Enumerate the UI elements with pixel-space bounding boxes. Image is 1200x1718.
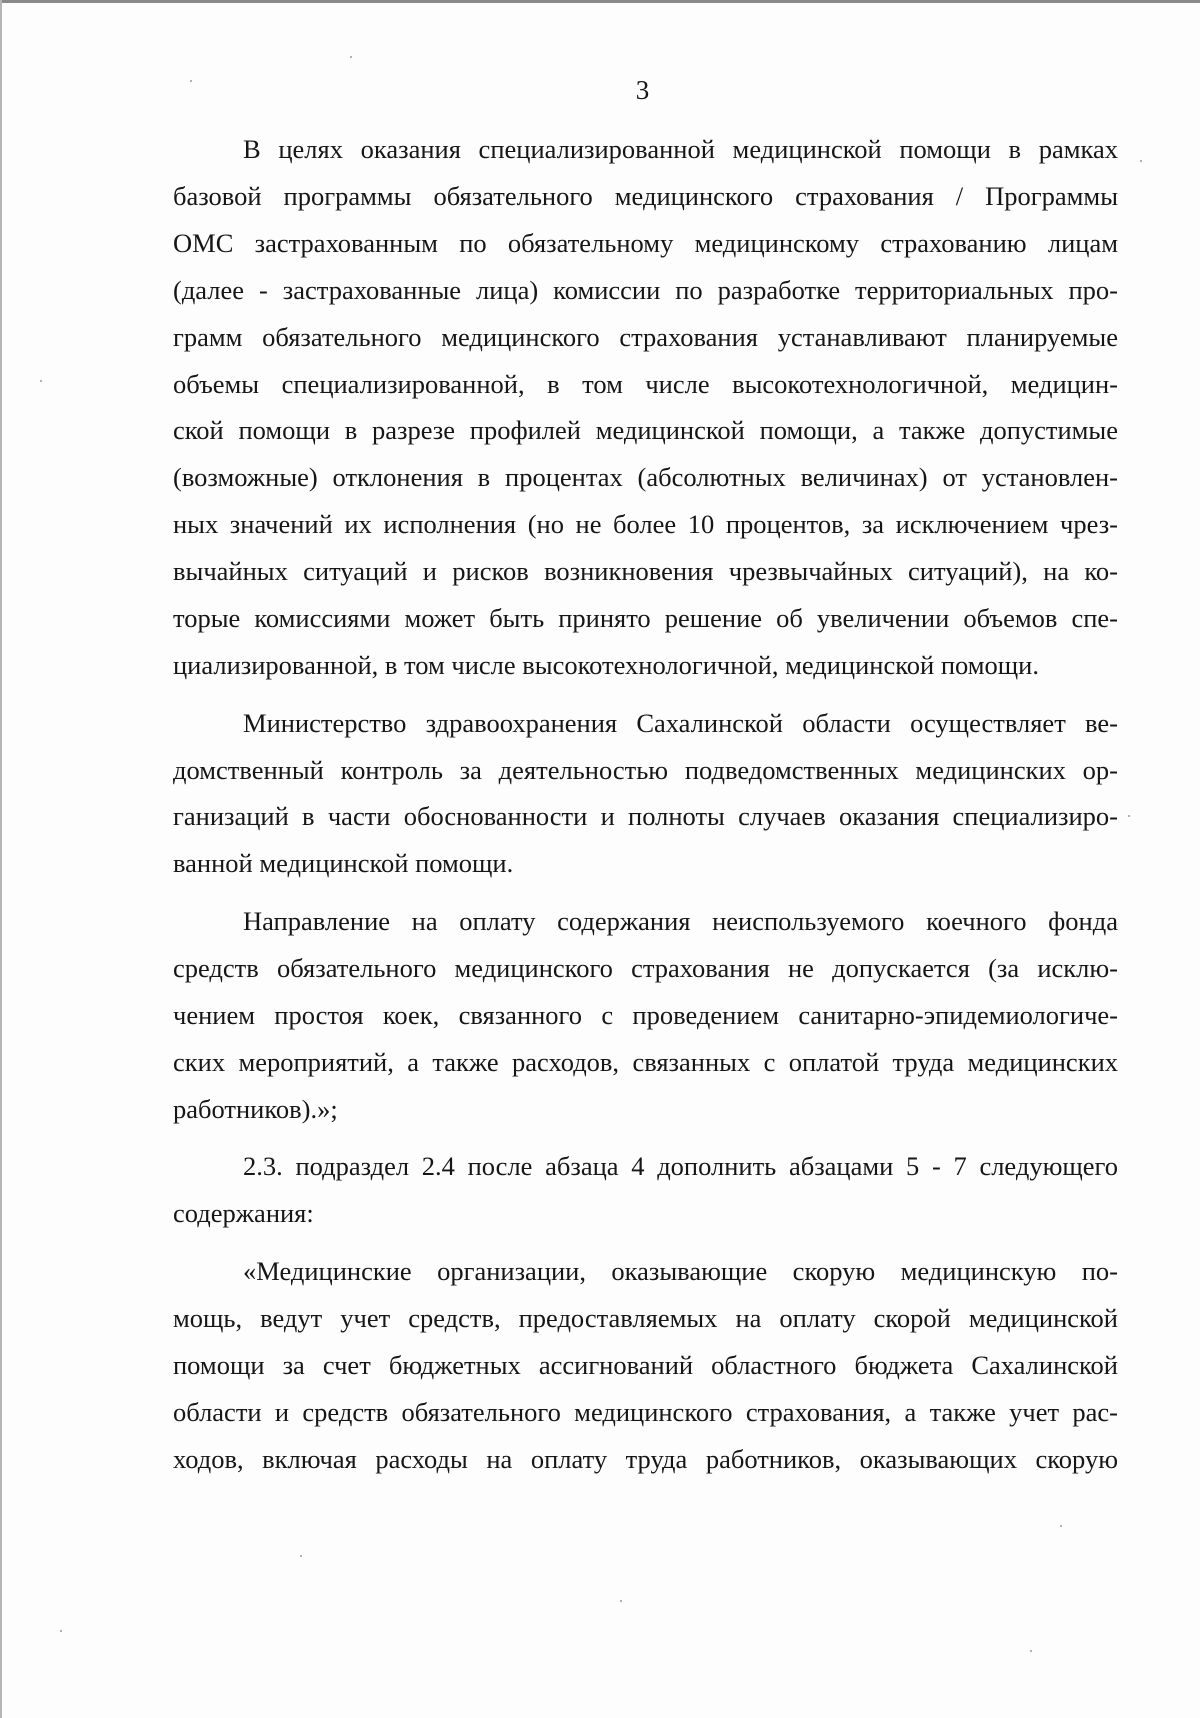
scan-speck xyxy=(190,80,192,82)
scan-speck xyxy=(1140,160,1142,162)
scan-speck xyxy=(1030,1650,1032,1652)
text-line: средств обязательного медицинского страхования не допускается (за исклю- xyxy=(173,953,1118,983)
text-line: ОМС застрахованным по обязательному медицинскому страхованию лицам xyxy=(173,227,1118,258)
scan-left-edge xyxy=(0,0,2,1718)
scan-speck xyxy=(40,380,42,382)
text-line: ванной медицинской помощи. xyxy=(173,848,514,879)
paragraph-specialized-care-volumes xyxy=(173,126,1118,689)
text-line: Направление на оплату содержания неиспользуемого коечного фонда xyxy=(243,906,1118,937)
text-line: содержания: xyxy=(173,1198,314,1229)
text-line: объемы специализированной, в том числе высокотехнологичной, медицин- xyxy=(173,368,1118,399)
text-line: ходов, включая расходы на оплату труда работников, оказывающих скорую xyxy=(173,1443,1118,1474)
scan-speck xyxy=(60,1630,62,1632)
text-line: ской помощи в разрезе профилей медицинской помощи, а также допустимые xyxy=(173,415,1118,446)
text-line: «Медицинские организации, оказывающие скорую медицинскую по- xyxy=(243,1256,1118,1287)
text-line: В целях оказания специализированной медицинской помощи в рамках xyxy=(243,134,1118,164)
text-line: (далее - застрахованные лица) комиссии по разработке территориальных про- xyxy=(173,274,1118,305)
text-line: ских мероприятий, а также расходов, связанных с оплатой труда медицинских xyxy=(173,1046,1118,1077)
text-line: циализированной, в том числе высокотехнологичной, медицинской помощи. xyxy=(173,649,1039,680)
text-line: торые комиссиями может быть принято решение об увеличении объемов спе- xyxy=(173,603,1118,634)
text-line: базовой программы обязательного медицинского страхования / Программы xyxy=(173,180,1118,211)
text-line: помощи за счет бюджетных ассигнований областного бюджета Сахалинской xyxy=(173,1349,1118,1380)
text-line: области и средств обязательного медицинского страхования, а также учет рас- xyxy=(173,1396,1118,1427)
text-line: вычайных ситуаций и рисков возникновения чрезвычайных ситуаций), на ко- xyxy=(173,556,1118,587)
text-line: (возможные) отклонения в процентах (абсолютных величинах) от установлен- xyxy=(173,462,1118,493)
paragraph-bed-fund xyxy=(173,898,1118,1133)
paragraph-ministry-control xyxy=(173,700,1118,888)
text-line: работников).»; xyxy=(173,1093,338,1124)
scan-speck xyxy=(1060,1525,1062,1527)
text-line: домственный контроль за деятельностью подведомственных медицинских ор- xyxy=(173,754,1118,785)
paragraph-amendment-2-3 xyxy=(173,1143,1118,1237)
paragraph-emergency-care-accounting xyxy=(173,1248,1118,1483)
scan-speck xyxy=(1128,815,1130,817)
text-line: мощь, ведут учет средств, предоставляемых на оплату скорой медицинской xyxy=(173,1302,1118,1333)
scan-speck xyxy=(300,1555,302,1557)
scan-speck xyxy=(620,1600,622,1602)
text-line: ганизаций в части обоснованности и полноты случаев оказания специализиро- xyxy=(173,801,1118,832)
text-line: чением простоя коек, связанного с проведением санитарно-эпидемиологиче- xyxy=(173,999,1118,1030)
scan-speck xyxy=(350,56,352,58)
scan-top-edge xyxy=(0,0,1200,3)
text-line: Министерство здравоохранения Сахалинской области осуществляет ве- xyxy=(243,707,1118,738)
page-number: 3 xyxy=(635,75,650,105)
text-line: 2.3. подраздел 2.4 после абзаца 4 дополнить абзацами 5 - 7 следующего xyxy=(243,1151,1118,1182)
text-line: ных значений их исполнения (но не более 10 процентов, за исключением чрез- xyxy=(173,509,1118,540)
document-body xyxy=(173,126,1118,1493)
text-line: грамм обязательного медицинского страхования устанавливают планируемые xyxy=(173,321,1118,352)
